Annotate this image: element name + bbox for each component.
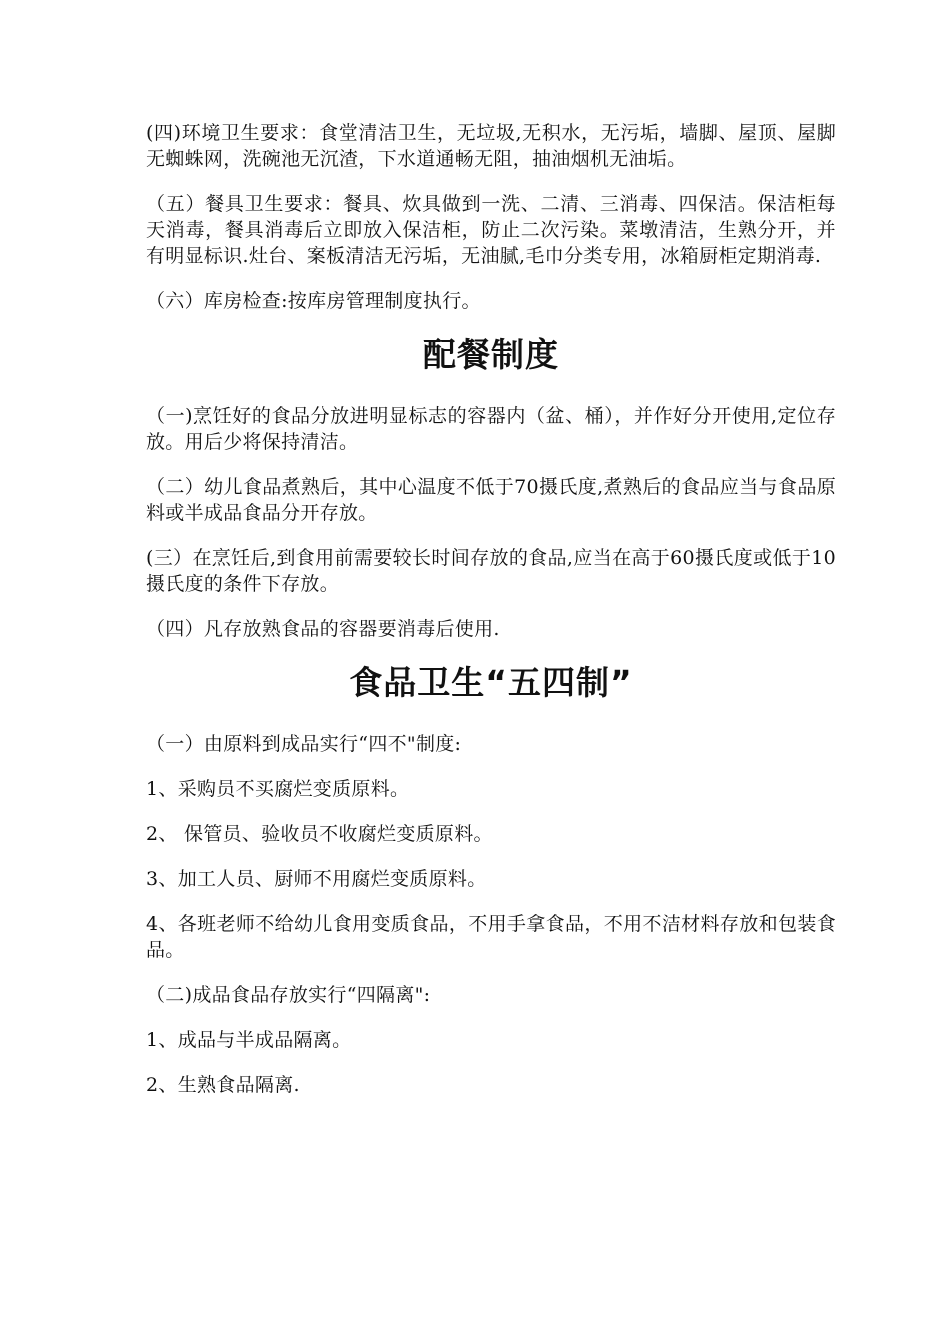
paragraph-peican-2: （二）幼儿食品煮熟后，其中心温度不低于70摄氏度,煮熟后的食品应当与食品原料或半成品食品分开存放。: [146, 476, 836, 524]
environment-and-tableware-section: [146, 120, 836, 314]
list-item: 2、生熟食品隔离.: [146, 1074, 300, 1096]
food-hygiene-section: [146, 661, 836, 1098]
paragraph-four-separation-intro: （二)成品食品存放实行“四隔离":: [146, 984, 431, 1006]
list-item: 1、采购员不买腐烂变质原料。: [146, 778, 410, 800]
paragraph-peican-4: （四）凡存放熟食品的容器要消毒后使用.: [146, 618, 500, 640]
food-hygiene-list: [146, 731, 836, 1098]
meal-distribution-section: [146, 333, 836, 642]
heading-food-hygiene: 食品卫生“五四制”: [349, 663, 633, 702]
list-item: 1、成品与半成品隔离。: [146, 1029, 352, 1051]
paragraph-storeroom-check: （六）库房检查:按库房管理制度执行。: [146, 290, 481, 312]
list-item: 2、 保管员、验收员不收腐烂变质原料。: [146, 823, 493, 845]
document-page: [146, 120, 836, 1117]
list-item: 3、加工人员、厨师不用腐烂变质原料。: [146, 868, 487, 890]
paragraph-peican-3: (三）在烹饪后,到食用前需要较长时间存放的食品,应当在高于60摄氏度或低于10摄氏度的条件下存放。: [146, 547, 836, 595]
paragraph-environment-hygiene: (四)环境卫生要求：食堂清洁卫生，无垃圾,无积水，无污垢，墙脚、屋顶、屋脚无蜘蛛网，洗碗池无沉渣，下水道通畅无阻，抽油烟机无油垢。: [146, 122, 836, 170]
paragraph-peican-1: （一)烹饪好的食品分放进明显标志的容器内（盆、桶），并作好分开使用,定位存放。用后少将保持清洁。: [146, 405, 836, 453]
heading-meal-distribution: 配餐制度: [423, 335, 559, 374]
paragraph-tableware-hygiene: （五）餐具卫生要求：餐具、炊具做到一洗、二清、三消毒、四保洁。保洁柜每天消毒，餐具消毒后立即放入保洁柜，防止二次污染。菜墩清洁，生熟分开，并有明显标识.灶台、案板清洁无污垢，无油腻,毛巾分类专用，冰箱厨柜定期消毒.: [146, 193, 836, 267]
paragraph-four-no-intro: （一）由原料到成品实行“四不"制度:: [146, 733, 462, 755]
list-item: 4、各班老师不给幼儿食用变质食品，不用手拿食品，不用不洁材料存放和包装食品。: [146, 913, 836, 961]
